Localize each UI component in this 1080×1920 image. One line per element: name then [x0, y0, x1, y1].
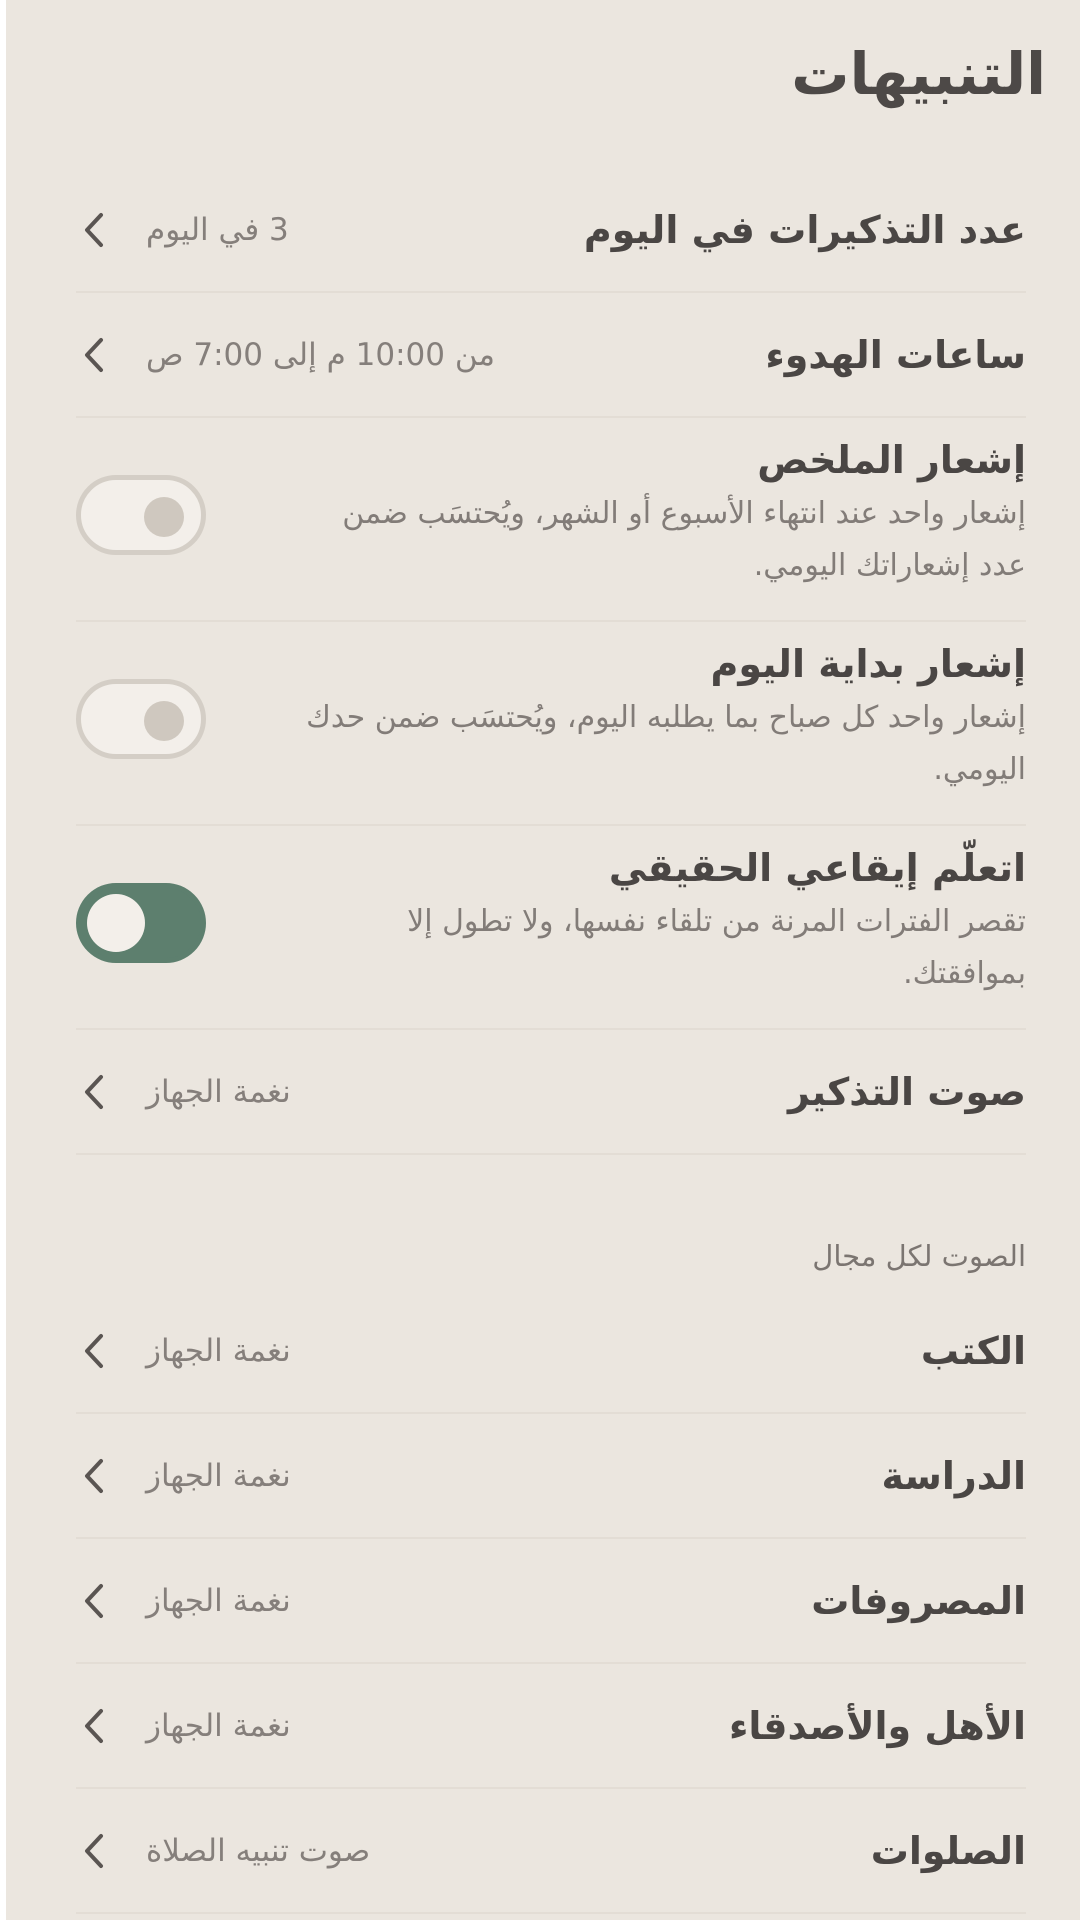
day-start-notification-desc: إشعار واحد كل صباح بما يطلبه اليوم، ويُحتسَب ضمن حدك اليومي.	[306, 700, 1026, 787]
domain-row-value-wrap	[76, 1708, 291, 1744]
domain-row-value-wrap	[76, 1458, 291, 1494]
chevron-left-icon	[76, 1708, 112, 1744]
learn-rhythm-toggle[interactable]	[76, 883, 206, 963]
summary-notification-desc: إشعار واحد عند انتهاء الأسبوع أو الشهر، ويُحتسَب ضمن عدد إشعاراتك اليومي.	[342, 496, 1026, 583]
day-start-notification-row	[76, 622, 1026, 826]
reminder-sound-value: نغمة الجهاز	[146, 1073, 291, 1110]
domain-row-value-wrap	[76, 1833, 370, 1869]
summary-notification-row	[76, 418, 1026, 622]
domain-row-value-wrap	[76, 1583, 291, 1619]
domain-row-value-wrap	[76, 1333, 291, 1369]
learn-rhythm-desc: تقصر الفترات المرنة من تلقاء نفسها، ولا تطول إلا بموافقتك.	[407, 904, 1026, 991]
day-start-notification-text	[296, 642, 1026, 796]
domain-row-value: نغمة الجهاز	[146, 1457, 291, 1494]
learn-rhythm-label: اتعلّم إيقاعي الحقيقي	[608, 846, 1026, 890]
domain-row-label: الكتب	[920, 1328, 1026, 1373]
chevron-left-icon	[76, 337, 112, 373]
learn-rhythm-text	[296, 846, 1026, 1000]
reminder-sound-row[interactable]	[76, 1030, 1026, 1155]
domain-row-family-friends[interactable]	[76, 1664, 1026, 1789]
learn-rhythm-row	[76, 826, 1026, 1030]
quiet-hours-row[interactable]	[76, 293, 1026, 418]
quiet-hours-value-wrap	[76, 337, 495, 373]
domain-row-label: المصروفات	[811, 1578, 1026, 1623]
day-start-notification-label: إشعار بداية اليوم	[710, 642, 1026, 686]
domain-row-prayers[interactable]	[76, 1789, 1026, 1914]
summary-notification-toggle[interactable]	[76, 475, 206, 555]
domain-row-value: نغمة الجهاز	[146, 1707, 291, 1744]
day-start-notification-toggle[interactable]	[76, 679, 206, 759]
domain-row-value: نغمة الجهاز	[146, 1582, 291, 1619]
page-title: التنبيهات	[791, 40, 1046, 108]
domain-row-expenses[interactable]	[76, 1539, 1026, 1664]
toggle-knob	[87, 894, 145, 952]
toggle-knob	[144, 701, 184, 741]
quiet-hours-value: من 10:00 م إلى 7:00 ص	[146, 336, 496, 373]
toggle-knob	[144, 497, 184, 537]
chevron-left-icon	[76, 1458, 112, 1494]
domain-row-study[interactable]	[76, 1414, 1026, 1539]
chevron-left-icon	[76, 1583, 112, 1619]
domain-row-label: الدراسة	[881, 1453, 1026, 1498]
settings-list	[76, 168, 1026, 1914]
domain-row-value: نغمة الجهاز	[146, 1332, 291, 1369]
reminder-sound-value-wrap	[76, 1074, 291, 1110]
chevron-left-icon	[76, 1333, 112, 1369]
chevron-left-icon	[76, 1074, 112, 1110]
quiet-hours-label: ساعات الهدوء	[765, 332, 1026, 377]
chevron-left-icon	[76, 1833, 112, 1869]
per-domain-section-header: الصوت لكل مجال	[812, 1239, 1026, 1273]
chevron-left-icon	[76, 212, 112, 248]
domain-row-books[interactable]	[76, 1289, 1026, 1414]
domain-row-label: الصلوات	[870, 1828, 1026, 1873]
reminders-per-day-label: عدد التذكيرات في اليوم	[583, 207, 1026, 252]
summary-notification-text	[296, 438, 1026, 592]
domain-row-label: الأهل والأصدقاء	[728, 1703, 1026, 1748]
reminders-per-day-row[interactable]	[76, 168, 1026, 293]
reminders-per-day-value-wrap	[76, 212, 289, 248]
domain-row-value: صوت تنبيه الصلاة	[146, 1832, 371, 1869]
reminders-per-day-value: 3 في اليوم	[146, 211, 289, 248]
reminder-sound-label: صوت التذكير	[788, 1069, 1026, 1114]
summary-notification-label: إشعار الملخص	[757, 438, 1026, 482]
